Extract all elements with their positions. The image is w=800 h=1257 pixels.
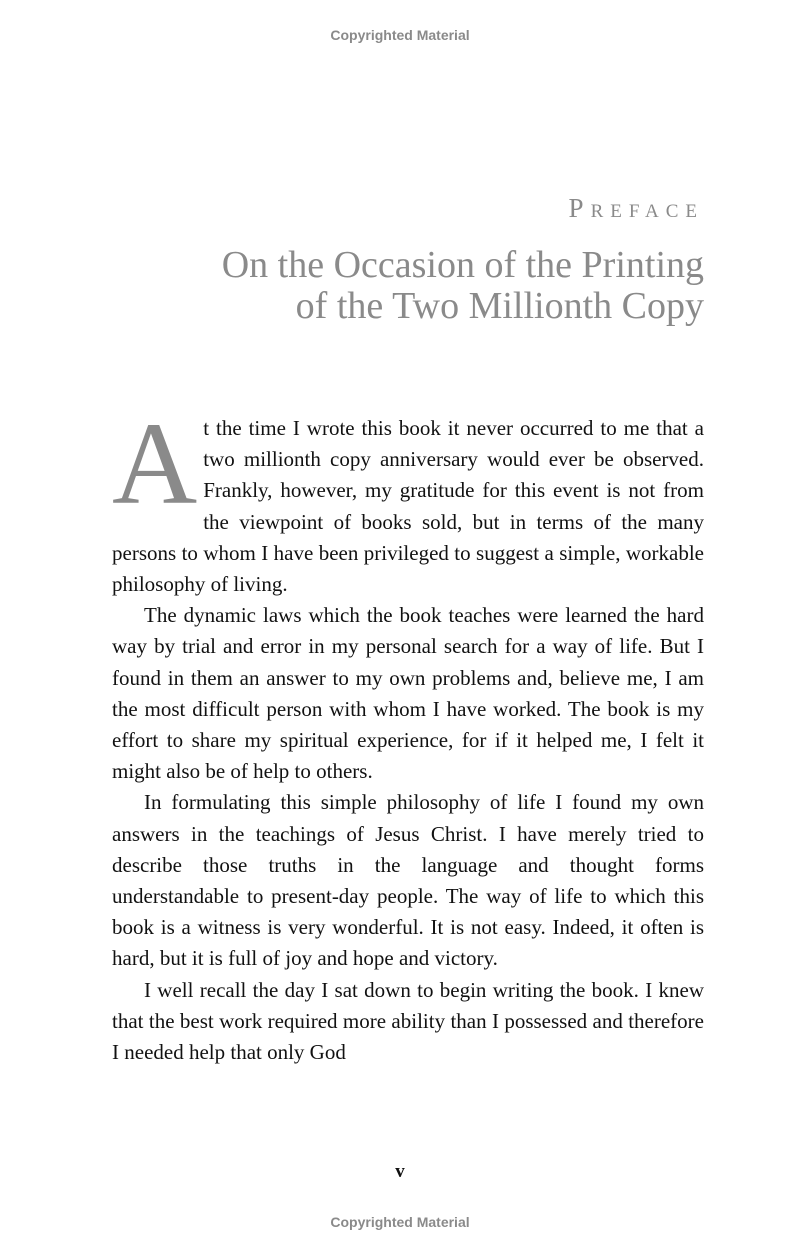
copyright-watermark-bottom: Copyrighted Material (330, 1214, 470, 1230)
body-text (112, 398, 704, 1068)
paragraph-2: The dynamic laws which the book teaches were learned the hard way by trial and error in my personal search for a way of life. But I found in them an answer to my own problems and, believe me, I am the most difficult person with whom I have worked. The book is my effort to share my spiritual experience, for if it helped me, I felt it might also be of help to others. (112, 603, 704, 784)
paragraph-1-text: t the time I wrote this book it never occurred to me that a two millionth copy anniversary would ever be observed. Frankly, however, my gratitude for this event is not from the viewpoint of books sold, but in terms of the many persons to whom I have been privileged to suggest a simple, workable philosophy of living. (112, 416, 704, 597)
page-number: v (395, 1161, 405, 1182)
copyright-watermark-top: Copyrighted Material (330, 27, 470, 43)
chapter-title-line-2: of the Two Millionth Copy (295, 285, 704, 327)
drop-cap: A (112, 398, 198, 529)
chapter-title (84, 245, 704, 327)
paragraph-4: I well recall the day I sat down to begin writing the book. I knew that the best work required more ability than I possessed and therefore I needed help that only God (112, 977, 704, 1065)
paragraph-1 (112, 398, 704, 600)
chapter-title-line-1: On the Occasion of the Printing (221, 244, 704, 286)
section-label: Preface (568, 193, 704, 223)
paragraph-3: In formulating this simple philosophy of life I found my own answers in the teachings of Jesus Christ. I have merely tried to describe those truths in the language and thought forms understandable to present-day people. The way of life to which this book is a witness is very wonderful. It is not easy. Indeed, it often is hard, but it is full of joy and hope and victory. (112, 790, 704, 971)
